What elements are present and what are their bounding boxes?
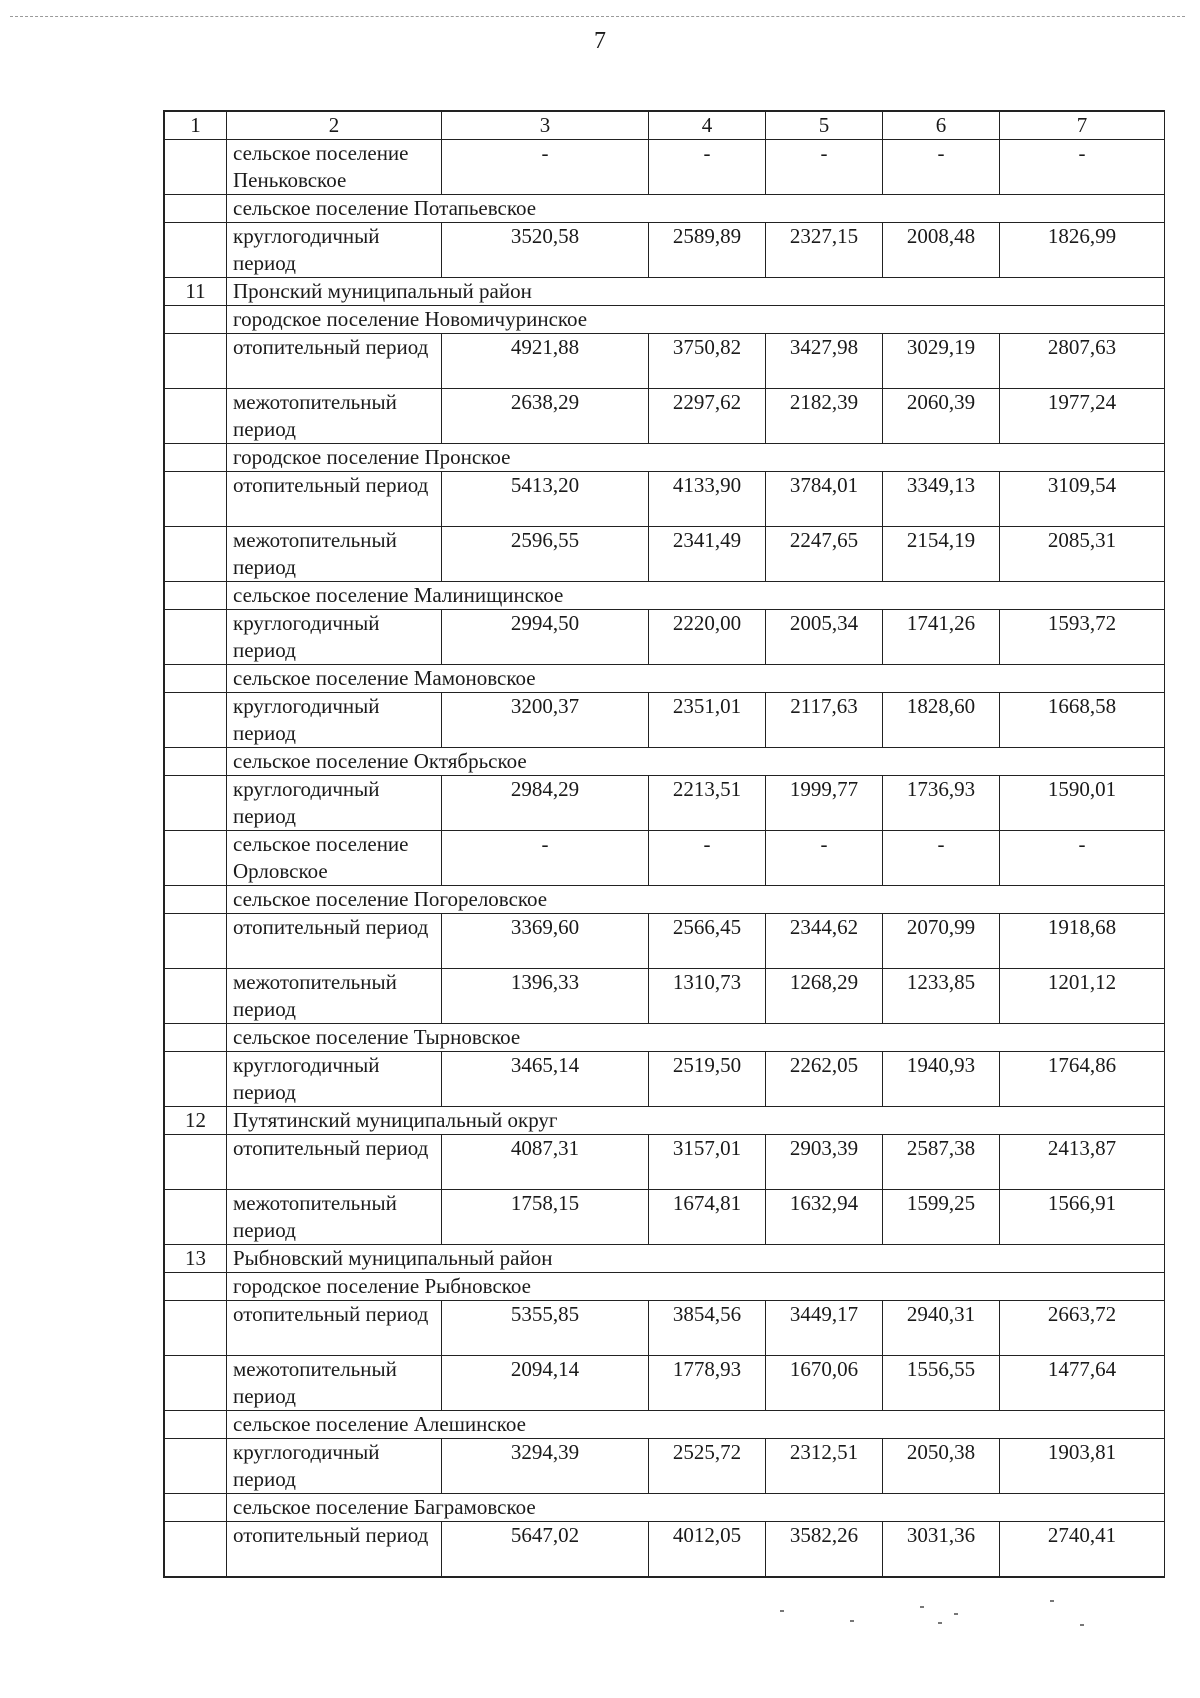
column-header: 1 [165,112,227,140]
value-cell: 2060,39 [883,389,1000,444]
value-cell: 2663,72 [1000,1301,1165,1356]
district-row [165,1245,1165,1273]
period-name: межотопительный период [227,527,442,582]
row-number [165,914,227,969]
row-number [165,665,227,693]
table-row [165,1356,1165,1411]
row-number [165,1301,227,1356]
value-cell: 1826,99 [1000,223,1165,278]
value-cell: 3784,01 [766,472,883,527]
value-cell: 2351,01 [649,693,766,748]
row-number [165,389,227,444]
value-cell: 2587,38 [883,1135,1000,1190]
district-row [165,1107,1165,1135]
value-cell: 3369,60 [442,914,649,969]
value-cell: 3349,13 [883,472,1000,527]
scan-noise [780,1580,1130,1640]
value-cell: 2344,62 [766,914,883,969]
value-cell: 4012,05 [649,1522,766,1577]
value-cell: 3582,26 [766,1522,883,1577]
row-number [165,1411,227,1439]
settlement-name: городское поселение Новомичуринское [227,306,1165,334]
value-cell: 1599,25 [883,1190,1000,1245]
value-cell: 1778,93 [649,1356,766,1411]
value-cell: 3031,36 [883,1522,1000,1577]
value-cell: 1477,64 [1000,1356,1165,1411]
value-cell: - [1000,831,1165,886]
value-cell: 2566,45 [649,914,766,969]
value-cell: 2807,63 [1000,334,1165,389]
value-cell: 1310,73 [649,969,766,1024]
settlement-name: сельское поселение Малинищинское [227,582,1165,610]
value-cell: 1736,93 [883,776,1000,831]
settlement-row [165,1411,1165,1439]
row-number [165,1439,227,1494]
table-body [165,112,1165,1577]
value-cell: 2740,41 [1000,1522,1165,1577]
value-cell: 2182,39 [766,389,883,444]
value-cell: 3294,39 [442,1439,649,1494]
scan-edge-line [10,16,1185,17]
table-row [165,1301,1165,1356]
value-cell: 2327,15 [766,223,883,278]
table-row [165,1439,1165,1494]
value-cell: 5355,85 [442,1301,649,1356]
settlement-name: городское поселение Пронское [227,444,1165,472]
value-cell: 2220,00 [649,610,766,665]
table-row [165,914,1165,969]
value-cell: 2094,14 [442,1356,649,1411]
value-cell: - [442,140,649,195]
value-cell: 2117,63 [766,693,883,748]
table-row [165,223,1165,278]
settlement-name: сельское поселение Алешинское [227,1411,1165,1439]
value-cell: 1999,77 [766,776,883,831]
table-row [165,1052,1165,1107]
period-name: круглогодичный период [227,223,442,278]
table-row [165,831,1165,886]
tariff-table-container [163,110,1165,1578]
settlement-name: сельское поселение Погореловское [227,886,1165,914]
column-header: 5 [766,112,883,140]
table-row [165,527,1165,582]
value-cell: 2638,29 [442,389,649,444]
settlement-row [165,1494,1165,1522]
value-cell: 1940,93 [883,1052,1000,1107]
row-number [165,1135,227,1190]
period-name: круглогодичный период [227,610,442,665]
period-name: сельское поселение Орловское [227,831,442,886]
period-name: круглогодичный период [227,693,442,748]
table-row [165,969,1165,1024]
settlement-row [165,1273,1165,1301]
value-cell: 1201,12 [1000,969,1165,1024]
period-name: отопительный период [227,1135,442,1190]
value-cell: 4921,88 [442,334,649,389]
column-header: 4 [649,112,766,140]
value-cell: 1828,60 [883,693,1000,748]
period-name: круглогодичный период [227,1439,442,1494]
value-cell: 1758,15 [442,1190,649,1245]
table-row [165,472,1165,527]
period-name: отопительный период [227,472,442,527]
row-number [165,527,227,582]
value-cell: 2005,34 [766,610,883,665]
value-cell: 3854,56 [649,1301,766,1356]
column-header: 6 [883,112,1000,140]
row-number [165,1052,227,1107]
column-header: 2 [227,112,442,140]
row-number [165,1190,227,1245]
row-number [165,472,227,527]
row-number [165,1024,227,1052]
period-name: межотопительный период [227,969,442,1024]
row-number [165,444,227,472]
value-cell: 2008,48 [883,223,1000,278]
value-cell: 3109,54 [1000,472,1165,527]
period-name: сельское поселение Пеньковское [227,140,442,195]
value-cell: 3200,37 [442,693,649,748]
value-cell: 3029,19 [883,334,1000,389]
settlement-row [165,306,1165,334]
value-cell: 1590,01 [1000,776,1165,831]
table-row [165,610,1165,665]
row-number [165,610,227,665]
value-cell: 1566,91 [1000,1190,1165,1245]
row-number [165,582,227,610]
settlement-name: сельское поселение Тырновское [227,1024,1165,1052]
row-number [165,776,227,831]
value-cell: 1233,85 [883,969,1000,1024]
period-name: круглогодичный период [227,776,442,831]
row-number [165,195,227,223]
value-cell: 5647,02 [442,1522,649,1577]
settlement-row [165,195,1165,223]
value-cell: 4087,31 [442,1135,649,1190]
value-cell: 2085,31 [1000,527,1165,582]
value-cell: 1918,68 [1000,914,1165,969]
value-cell: 2213,51 [649,776,766,831]
period-name: отопительный период [227,334,442,389]
value-cell: - [649,140,766,195]
value-cell: 4133,90 [649,472,766,527]
column-header-row [165,112,1165,140]
value-cell: 2984,29 [442,776,649,831]
settlement-row [165,748,1165,776]
value-cell: 2050,38 [883,1439,1000,1494]
table-row [165,140,1165,195]
period-name: межотопительный период [227,389,442,444]
value-cell: 2994,50 [442,610,649,665]
value-cell: 1741,26 [883,610,1000,665]
row-number: 12 [165,1107,227,1135]
table-row [165,389,1165,444]
value-cell: 3157,01 [649,1135,766,1190]
value-cell: 1396,33 [442,969,649,1024]
value-cell: 2070,99 [883,914,1000,969]
value-cell: 2519,50 [649,1052,766,1107]
row-number [165,1522,227,1577]
value-cell: 1764,86 [1000,1052,1165,1107]
table-row [165,334,1165,389]
value-cell: 2903,39 [766,1135,883,1190]
settlement-row [165,665,1165,693]
value-cell: - [1000,140,1165,195]
row-number [165,1356,227,1411]
table-row [165,693,1165,748]
settlement-row [165,1024,1165,1052]
settlement-row [165,444,1165,472]
period-name: отопительный период [227,1301,442,1356]
row-number [165,140,227,195]
settlement-name: городское поселение Рыбновское [227,1273,1165,1301]
value-cell: - [649,831,766,886]
period-name: круглогодичный период [227,1052,442,1107]
period-name: отопительный период [227,914,442,969]
value-cell: 3750,82 [649,334,766,389]
value-cell: 2297,62 [649,389,766,444]
district-name: Пронский муниципальный район [227,278,1165,306]
value-cell: 2312,51 [766,1439,883,1494]
value-cell: 1268,29 [766,969,883,1024]
period-name: межотопительный период [227,1190,442,1245]
column-header: 7 [1000,112,1165,140]
tariff-table [164,111,1165,1577]
value-cell: 1668,58 [1000,693,1165,748]
settlement-name: сельское поселение Баграмовское [227,1494,1165,1522]
value-cell: 2940,31 [883,1301,1000,1356]
row-number [165,969,227,1024]
table-row [165,1190,1165,1245]
row-number: 13 [165,1245,227,1273]
value-cell: 1632,94 [766,1190,883,1245]
value-cell: 5413,20 [442,472,649,527]
value-cell: 2525,72 [649,1439,766,1494]
value-cell: 1977,24 [1000,389,1165,444]
row-number: 11 [165,278,227,306]
settlement-name: сельское поселение Потапьевское [227,195,1165,223]
value-cell: - [766,831,883,886]
value-cell: 2589,89 [649,223,766,278]
table-row [165,1522,1165,1577]
period-name: отопительный период [227,1522,442,1577]
settlement-name: сельское поселение Октябрьское [227,748,1165,776]
value-cell: 3449,17 [766,1301,883,1356]
value-cell: 3465,14 [442,1052,649,1107]
value-cell: - [883,140,1000,195]
row-number [165,1494,227,1522]
district-name: Рыбновский муниципальный район [227,1245,1165,1273]
row-number [165,223,227,278]
table-row [165,776,1165,831]
value-cell: 1903,81 [1000,1439,1165,1494]
district-name: Путятинский муниципальный округ [227,1107,1165,1135]
value-cell: 2262,05 [766,1052,883,1107]
row-number [165,306,227,334]
value-cell: 3427,98 [766,334,883,389]
settlement-row [165,582,1165,610]
row-number [165,334,227,389]
settlement-row [165,886,1165,914]
value-cell: 1556,55 [883,1356,1000,1411]
row-number [165,693,227,748]
row-number [165,831,227,886]
column-header: 3 [442,112,649,140]
value-cell: - [442,831,649,886]
value-cell: 2247,65 [766,527,883,582]
value-cell: - [883,831,1000,886]
value-cell: 3520,58 [442,223,649,278]
period-name: межотопительный период [227,1356,442,1411]
page-number: 7 [594,28,606,54]
row-number [165,886,227,914]
table-row [165,1135,1165,1190]
district-row [165,278,1165,306]
value-cell: 2413,87 [1000,1135,1165,1190]
value-cell: 1670,06 [766,1356,883,1411]
value-cell: 1593,72 [1000,610,1165,665]
value-cell: 2154,19 [883,527,1000,582]
row-number [165,1273,227,1301]
row-number [165,748,227,776]
value-cell: 2341,49 [649,527,766,582]
settlement-name: сельское поселение Мамоновское [227,665,1165,693]
value-cell: 2596,55 [442,527,649,582]
value-cell: 1674,81 [649,1190,766,1245]
value-cell: - [766,140,883,195]
